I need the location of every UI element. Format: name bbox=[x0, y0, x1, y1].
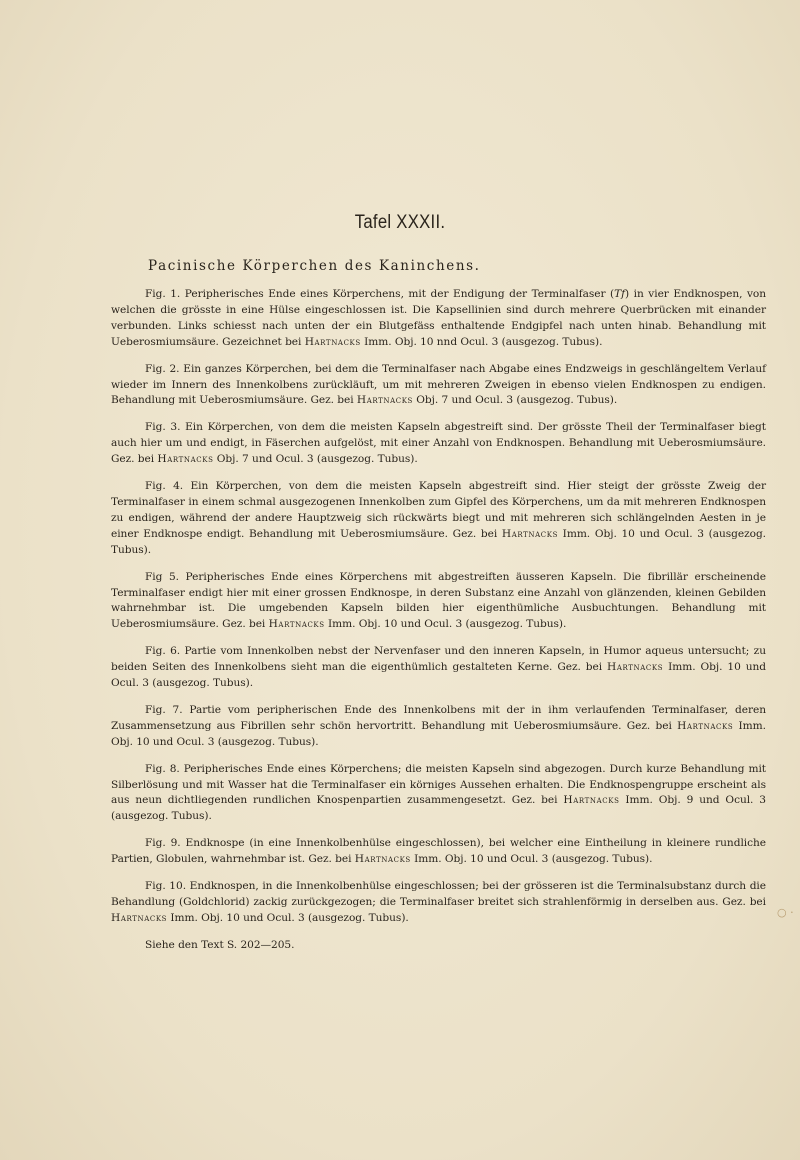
figure-caption-2 bbox=[111, 362, 766, 410]
caption-text: Fig. 3. Ein Körperchen, von dem die meisten Kapseln abgestreift sind. Der grösste Theil der Terminalfaser biegt auch hier um und endigt, in Fäserchen aufgelöst, mit einer Anzahl von Endknospen. Behandlung mit Ueberosmiumsäure. Gez. bei bbox=[111, 421, 766, 466]
caption-author-name: Hartnacks bbox=[563, 794, 620, 807]
caption-text: Obj. 7 und Ocul. 3 (ausgezog. Tubus). bbox=[213, 453, 418, 466]
caption-author-name: Hartnacks bbox=[354, 853, 411, 866]
figure-caption-4 bbox=[111, 479, 766, 559]
caption-author-name: Hartnacks bbox=[356, 394, 413, 407]
caption-author-name: Hartnacks bbox=[501, 527, 558, 540]
caption-author-name: Hartnacks bbox=[111, 911, 168, 924]
caption-text: Fig. 1. Peripherisches Ende eines Körperchens, mit der Endigung der Terminalfaser ( bbox=[145, 288, 615, 300]
caption-text: Imm. Obj. 10 und Ocul. 3 (ausgezog. Tubus). bbox=[111, 661, 766, 690]
figure-caption-9 bbox=[111, 836, 766, 868]
caption-text: Fig 5. Peripherisches Ende eines Körperchens mit abgestreiften äusseren Kapseln. Die fibrillär erscheinende Terminalfaser endigt hier mit einer grossen Endknospe, in deren Substanz eine Anzahl von glänzenden, kleinen Gebilden wahrnehmbar ist. Die umgebenden Kapseln bilden hier eigenthümliche Ausbuchtungen. Behandlung mit Ueberosmiumsäure. Gez. bei bbox=[111, 570, 766, 631]
caption-text: Fig. 7. Partie vom peripherischen Ende des Innenkolbens mit der in ihm verlaufenden Terminalfaser, deren Zusammensetzung aus Fibrillen sehr schön hervortritt. Behandlung mit Ueberosmiumsäure. Gez. bei bbox=[111, 703, 766, 732]
caption-text: Fig. 2. Ein ganzes Körperchen, bei dem die Terminalfaser nach Abgabe eines Endzweigs in geschlängeltem Verlauf wieder im Innern des Innenkolbens zurückläuft, um mit mehreren Zweigen in ebenso vielen Endknospen zu endigen. Behandlung mit Ueberosmiumsäure. Gez. bei bbox=[111, 362, 766, 407]
figure-caption-8 bbox=[111, 762, 766, 826]
caption-text: Imm. Obj. 9 und Ocul. 3 (ausgezog. Tubus). bbox=[111, 794, 766, 823]
figure-caption-7 bbox=[111, 703, 766, 751]
caption-author-name: Hartnacks bbox=[268, 618, 325, 631]
caption-text: Imm. Obj. 10 nnd Ocul. 3 (ausgezog. Tubus). bbox=[360, 335, 603, 348]
caption-text: Imm. Obj. 10 und Ocul. 3 (ausgezog. Tubus). bbox=[167, 911, 409, 924]
caption-text: Imm. Obj. 10 und Ocul. 3 (ausgezog. Tubus). bbox=[324, 618, 567, 631]
caption-text: Fig. 8. Peripherisches Ende eines Körperchens; die meisten Kapseln sind abgezogen. Durch kurze Behandlung mit Silberlösung und mit Wasser hat die Terminalfaser ein körniges Aussehen erhalten. Die Endknospengruppe erscheint als aus neun dichtliegenden rundlichen Knospenpartien zusammengesetzt. Gez. bei bbox=[111, 762, 766, 807]
figure-caption-10 bbox=[111, 879, 766, 927]
caption-author-name: Hartnacks bbox=[304, 335, 361, 348]
caption-text: Obj. 7 und Ocul. 3 (ausgezog. Tubus). bbox=[412, 394, 618, 407]
caption-text: Imm. Obj. 10 und Ocul. 3 (ausgezog. Tubus). bbox=[111, 719, 766, 748]
figure-caption-3 bbox=[111, 420, 766, 468]
caption-text: ) in vier Endknospen, von welchen die grösste in eine Hülse eingeschlossen ist. Die Kapsellinien sind durch mehrere Querbrücken mit einander verbunden. Links schiesst nach unten der ein Blutgefäss enthaltende Endgipfel nach unten hinab. Behandlung mit Ueberosmiumsäure. Gezeichnet bei bbox=[111, 288, 767, 348]
caption-text: Fig. 9. Endknospe (in eine Innenkolbenhülse eingeschlossen), bei welcher eine Eintheilung in kleinere rundliche Partien, Globulen, wahrnehmbar ist. Gez. bei bbox=[111, 837, 766, 866]
caption-text: Imm. Obj. 10 und Ocul. 3 (ausgezog. Tubus). bbox=[410, 853, 653, 866]
caption-author-name: Hartnacks bbox=[677, 719, 734, 732]
caption-text: Fig. 4. Ein Körperchen, von dem die meisten Kapseln abgestreift sind. Hier steigt der grösste Zweig der Terminalfaser in einem schmal ausgezogenen Innenkolben zum Gipfel des Körperchens, um da mit mehreren Endknospen zu endigen, während der andere Hauptzweig sich rückwärts biegt und mit mehreren sich schlängelnden Aesten in je einer Endknospe endigt. Behandlung mit Ueberosmiumsäure. Gez. bei bbox=[111, 480, 766, 540]
caption-text: Imm. Obj. 10 und Ocul. 3 (ausgezog. Tubus). bbox=[111, 527, 766, 556]
paper-stain-decoration: ○ · bbox=[777, 906, 794, 919]
caption-author-name: Hartnacks bbox=[157, 453, 214, 466]
text-reference: Siehe den Text S. 202—205. bbox=[145, 938, 295, 951]
caption-abbreviation: Tf bbox=[614, 288, 626, 300]
figure-captions bbox=[111, 287, 766, 965]
plate-subtitle: Pacinische Körperchen des Kaninchens. bbox=[148, 258, 481, 274]
figure-caption-1 bbox=[111, 287, 766, 351]
caption-text: Fig. 10. Endknospen, in die Innenkolbenhülse eingeschlossen; bei der grösseren ist die Terminalsubstanz durch die Behandlung (Goldchlorid) zackig zurückgezogen; die Terminalfaser breitet sich strahlenförmig in derselben aus. Gez. bei bbox=[111, 880, 766, 908]
caption-text: Fig. 6. Partie vom Innenkolben nebst der Nervenfaser und den inneren Kapseln, in Humor aqueus untersucht; zu beiden Seiten des Innenkolbens sieht man die eigenthümlich gestalteten Kerne. Gez. bei bbox=[111, 645, 766, 674]
figure-caption-6 bbox=[111, 644, 766, 692]
plate-title: Tafel XXXII. bbox=[354, 212, 446, 233]
caption-author-name: Hartnacks bbox=[607, 661, 664, 674]
figure-caption-5 bbox=[111, 570, 766, 634]
